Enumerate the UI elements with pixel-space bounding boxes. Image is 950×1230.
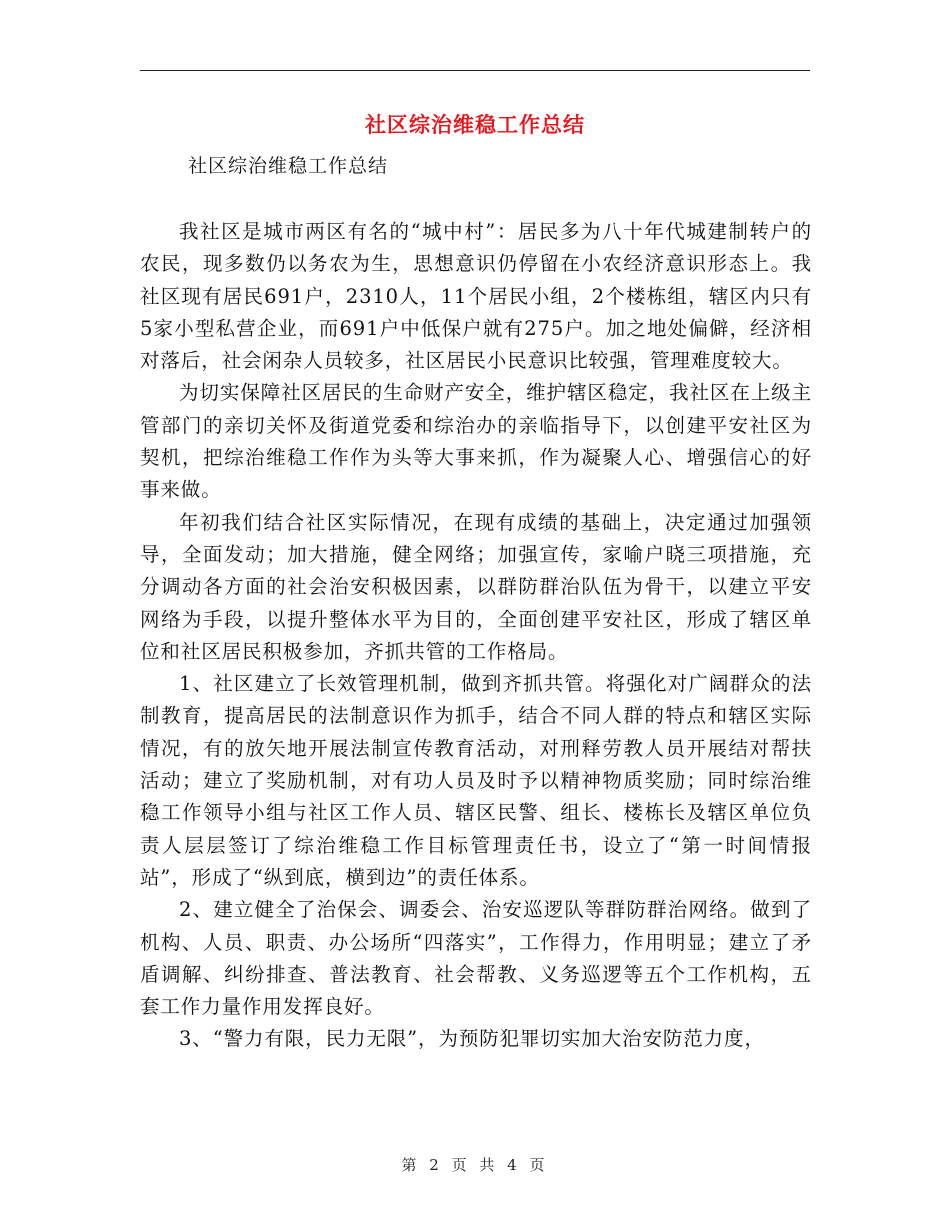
paragraph: 我社区是城市两区有名的“城中村”：居民多为八十年代城建制转户的农民，现多数仍以务农为生，思想意识仍停留在小农经济意识形态上。我社区现有居民691户，2310人，11个居民小组，2个楼栋组，辖区内只有5家小型私营企业，而691户中低保户就有275户。加之地处偏僻，经济相对落后，社会闲杂人员较多，社区居民小民意识比较强，管理难度较大。: [140, 220, 812, 373]
document-body: [140, 216, 812, 1056]
paragraph: 为切实保障社区居民的生命财产安全，维护辖区稳定，我社区在上级主管部门的亲切关怀及街道党委和综治办的亲临指导下，以创建平安社区为契机，把综治维稳工作作为头等大事来抓，作为凝聚人心、增强信心的好事来做。: [140, 381, 812, 502]
header-rule: [140, 70, 810, 71]
document-subtitle: 社区综治维稳工作总结: [188, 155, 389, 177]
document-title: 社区综治维稳工作总结: [365, 113, 585, 137]
paragraph: 3、“警力有限，民力无限”，为预防犯罪切实加大治安防范力度，: [179, 1027, 765, 1051]
paragraph: 年初我们结合社区实际情况，在现有成绩的基础上，决定通过加强领导，全面发动；加大措施，健全网络；加强宣传，家喻户晓三项措施，充分调动各方面的社会治安积极因素，以群防群治队伍为骨干，以建立平安网络为手段，以提升整体水平为目的，全面创建平安社区，形成了辖区单位和社区居民积极参加，齐抓共管的工作格局。: [140, 510, 812, 663]
paragraph: 1、社区建立了长效管理机制，做到齐抓共管。将强化对广阔群众的法制教育，提高居民的法制意识作为抓手，结合不同人群的特点和辖区实际情况，有的放矢地开展法制宣传教育活动，对刑释劳教人员开展结对帮扶活动；建立了奖励机制，对有功人员及时予以精神物质奖励；同时综治维稳工作领导小组与社区工作人员、辖区民警、组长、楼栋长及辖区单位负责人层层签订了综治维稳工作目标管理责任书，设立了“第一时间情报站”，形成了“纵到底，横到边”的责任体系。: [140, 672, 812, 889]
paragraph: 2、建立健全了治保会、调委会、治安巡逻队等群防群治网络。做到了机构、人员、职责、办公场所“四落实”，工作得力，作用明显；建立了矛盾调解、纠纷排查、普法教育、社会帮教、义务巡逻等五个工作机构，五套工作力量作用发挥良好。: [140, 898, 812, 1019]
page-number-footer: 第 2 页 共 4 页: [401, 1156, 549, 1174]
